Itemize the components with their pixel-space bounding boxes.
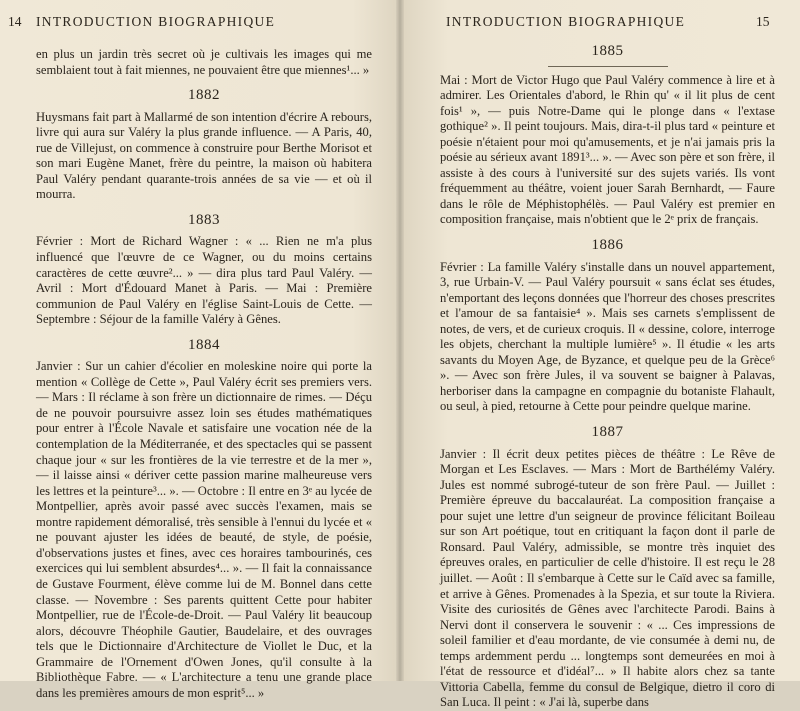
year-heading-1885: 1885 [591,43,624,59]
entry-1884: Janvier : Sur un cahier d'écolier en moleskine noire qui porte la mention « Collège de Cette », Paul Valéry écrit ses premiers vers. — Mars : Il réclame à son frère un dictionnaire de rimes. — Déçu de ne pouvoir poursuivre assez loin ses études mathématiques pour entrer à l'École Navale et satisfaire une vocation née de la contemplation de la Méditerranée, et des spectacles qui se passent chaque jour « sur les frontières de la vie terrestre et de la mer », — il laisse ainsi « dériver cette passion marine malheureuse vers les lettres et la peinture³... ». — Octobre : Il entre en 3ᵉ au lycée de Montpellier, après avoir passé avec succès l'examen, mais se montre rapidement démoralisé, très sensible à l'ennui du lycée et « ne pouvant ajuster les idées de beauté, de style, de poésie, d'observations justes et fines, avec ces horaires tambourinés, ces exercices qui lui semblent absurdes⁴... ». — Il fait la connaissance de Gustave Fourment, élève comme lui de M. Bonnel dans cette classe. — Novembre : Ses parents quittent Cette pour habiter Montpellier, rue de l'École-de-Droit. — Paul Valéry lit beaucoup alors, découvre Théophile Gautier, Baudelaire, et des ouvrages tels que le Dictionnaire d'Architecture de Viollet le Duc, et la Grammaire de l'Ornement d'Owen Jones, qu'il consulte à la Bibliothèque Fabre. — « L'architecture a tenu une grande place dans les premières amours de mon esprit⁵... » [36,359,372,700]
entry-1886: Février : La famille Valéry s'installe dans un nouvel appartement, 3, rue Urbain-V. — Paul Valéry poursuit « sans éclat ses études, n'emportant des leçons données que l'horreur des choses prescrites et l'amour de sa fantaisie⁴ ». Mais ses carnets s'emplissent de notes, de vers, et de curieux croquis. Il « dessine, colore, interroge les objets, cherchant la multiple lumière⁵ ». Il étudie « les arts savants du Moyen Age, de Byzance, et quelque peu de la Grèce⁶ ». — Avec son frère Jules, il va souvent se baigner à Palavas, herboriser dans la campagne en compagnie du botaniste Flahault, ou seul, à pied, retourne à Cette pour peindre quelque marine. [440,259,775,414]
entry-1885: Mai : Mort de Victor Hugo que Paul Valéry commence à lire et à admirer. Les Orientales d'abord, le Rhin qu' « il lit plus de cent fois¹ », — puis Notre-Dame qui le plonge dans « l'extase gothique² ». Il peint toujours. Mais, dira-t-il plus tard « peinture et poésie n'étaient pour moi qu'amusements, et je n'ai jamais pris la poésie au sérieux avant 1891³... ». — Avec son père et son frère, il assiste à des cours à l'université sur des sujets variés. Ils vont fréquemment au théâtre, voient jouer Sarah Bernhardt, — Faure dans le rôle de Méphistophélès. — Paul Valéry est premier en composition française, mais n'obtient que le 2ᵉ prix de français. [440,72,775,227]
year-heading-1883: 1883 [188,211,220,228]
year-heading-1887: 1887 [591,424,624,441]
running-head: INTRODUCTION BIOGRAPHIQUE [36,14,276,29]
year-heading-1882: 1882 [188,87,220,104]
year-heading-1884: 1884 [188,336,220,353]
left-page [0,0,400,700]
book-gutter [396,0,404,681]
left-text-column [36,47,372,701]
right-text-column [440,44,775,711]
entry-1887: Janvier : Il écrit deux petites pièces de théâtre : Le Rêve de Morgan et Les Esclaves. — Mars : Mort de Barthélémy Valéry. Jules est nommé subrogé-tuteur de son frère Paul. — Juillet : Première épreuve du baccalauréat. La composition française a pour sujet une lettre d'un seigneur de province félicitant Boileau sur son Art poétique, tout en critiquant la façon dont il parle de Ronsard. Paul Valéry, admissible, se montre très inquiet des épreuves orales, en particulier de celle d'histoire. Il est reçu le 28 juillet. — Août : Il s'embarque à Cette sur le Caïd avec sa famille, et arrive à Gênes. Promenades à la Spezia, et sur toute la Riviera. Visite des curiosités de Gênes avec l'architecte Parodi. Bains à Nervi dont il conservera le souvenir : « ... Ces impressions de soleil familier et d'eau mordante, de vie consumée à demi nu, de temps ardemment perdu ... longtemps sont demeurées en moi à l'état de ressource et d'idéal⁷... » Il habite alors chez sa tante Vittoria Cabella, femme du consul de Belgique, dietro il coro di San Luca. Il peint : « J'ai là, superbe dans [440,446,775,710]
entry-1882: Huysmans fait part à Mallarmé de son intention d'écrire A rebours, livre qui aura sur Valéry la plus grande influence. — A Paris, 40, rue de Villejust, on commence à construire pour Berthe Morisot et son mari Eugène Manet, frère du peintre, la maison où habitera Paul Valéry pendant quarante-trois années de sa vie — et où il mourra. [36,109,372,202]
page-number: 15 [756,14,770,29]
page-number: 14 [8,14,22,29]
right-page [400,0,800,710]
divider [548,66,668,67]
carryover-paragraph: en plus un jardin très secret où je cultivais les images qui me semblaient tout à fait miennes, ne pouvaient être que miennes¹... » [36,47,372,77]
running-head: INTRODUCTION BIOGRAPHIQUE [446,14,686,29]
entry-1883: Février : Mort de Richard Wagner : « ... Rien ne m'a plus influencé que l'œuvre de ce Wagner, ou du moins certains caractères de cette œuvre²... » — dira plus tard Paul Valéry. — Avril : Mort d'Édouard Manet à Paris. — Mai : Première communion de Paul Valéry en l'église Saint-Louis de Cette. — Septembre : Séjour de la famille Valéry à Gênes. [36,234,372,327]
year-heading-1886: 1886 [591,237,624,254]
